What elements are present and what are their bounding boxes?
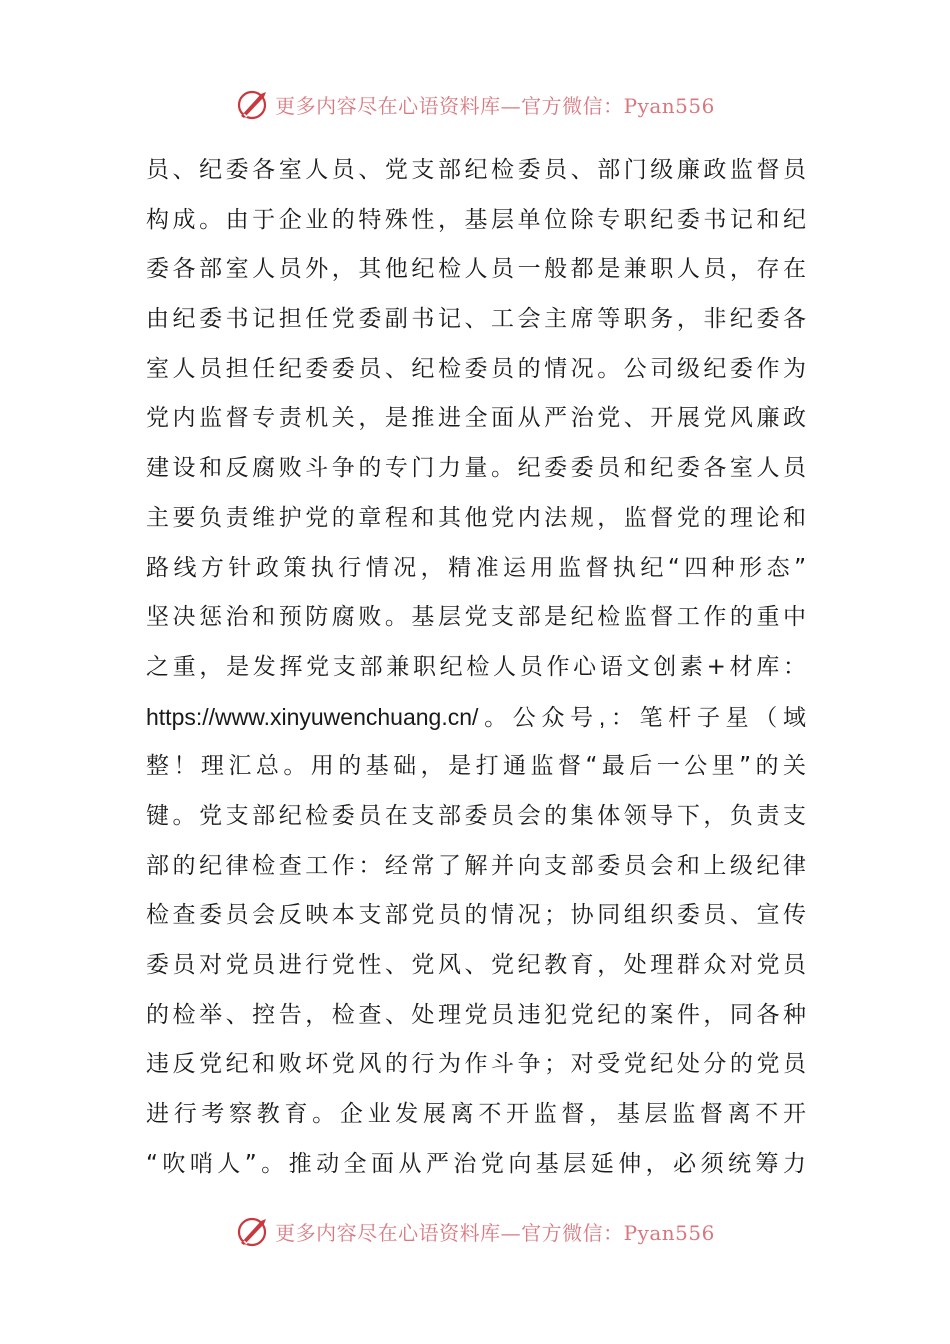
body-line: 键。党支部纪检委员在支部委员会的集体领导下，负责支 (146, 802, 806, 829)
body-line: 建设和反腐败斗争的专门力量。纪委委员和纪委各室人员 (146, 455, 806, 482)
body-line: 检查委员会反映本支部党员的情况；协同组织委员、宣传 (146, 902, 806, 929)
body-line-url: https://www.xinyuwenchuang.cn/。公众号,：笔杆子星（域 (146, 703, 806, 730)
document-body (146, 146, 806, 1189)
body-line: 党内监督专责机关，是推进全面从严治党、开展党风廉政 (146, 405, 806, 432)
body-line: 室人员担任纪委委员、纪检委员的情况。公司级纪委作为 (146, 355, 806, 382)
footer-watermark (0, 1211, 950, 1251)
body-line: 委员对党员进行党性、党风、党纪教育，处理群众对党员 (146, 952, 806, 978)
pen-logo-icon (235, 86, 271, 122)
body-line: 之重，是发挥党支部兼职纪检人员作心语文创素+材库： (146, 653, 806, 680)
body-line: 的检举、控告，检查、处理党员违犯党纪的案件，同各种 (146, 1001, 806, 1028)
body-line: 坚决惩治和预防腐败。基层党支部是纪检监督工作的重中 (146, 604, 806, 631)
body-line: 进行考察教育。企业发展离不开监督，基层监督离不开 (146, 1101, 806, 1128)
body-line: 构成。由于企业的特殊性，基层单位除专职纪委书记和纪 (146, 206, 806, 233)
body-line: 主要负责维护党的章程和其他党内法规，监督党的理论和 (146, 504, 806, 531)
watermark-text: 更多内容尽在心语资料库—官方微信：Pyan556 (275, 1220, 715, 1245)
body-line: 部的纪律检查工作：经常了解并向支部委员会和上级纪律 (146, 852, 806, 879)
body-line: 违反党纪和败坏党风的行为作斗争；对受党纪处分的党员 (146, 1051, 806, 1078)
body-line: 由纪委书记担任党委副书记、工会主席等职务，非纪委各 (146, 306, 806, 333)
header-watermark (0, 84, 950, 124)
watermark-text: 更多内容尽在心语资料库—官方微信：Pyan556 (275, 93, 715, 118)
body-line: 路线方针政策执行情况，精准运用监督执纪“四种形态” (146, 554, 806, 581)
body-line: 整！理汇总。用的基础，是打通监督“最后一公里”的关 (146, 753, 806, 780)
pen-logo-icon (235, 1213, 271, 1249)
body-line: 员、纪委各室人员、党支部纪检委员、部门级廉政监督员 (146, 157, 806, 183)
body-line: 委各部室人员外，其他纪检人员一般都是兼职人员，存在 (146, 256, 806, 283)
body-line: “吹哨人”。推动全面从严治党向基层延伸，必须统筹力 (146, 1150, 806, 1177)
